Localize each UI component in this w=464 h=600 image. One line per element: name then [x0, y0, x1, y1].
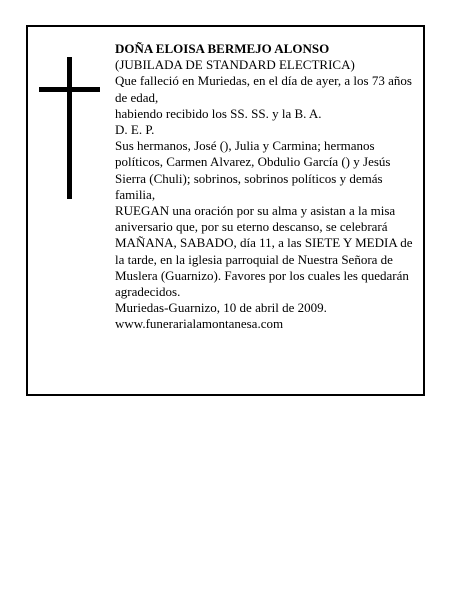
- website-link[interactable]: www.funerarialamontanesa.com: [115, 316, 284, 332]
- paragraph-death: Que falleció en Muriedas, en el día de ayer, a los 73 años de edad,: [115, 73, 412, 105]
- obituary-notice: [26, 25, 425, 396]
- deceased-name: DOÑA ELOISA BERMEJO ALONSO: [115, 41, 330, 56]
- cross-icon-bar: [39, 87, 100, 92]
- deceased-subtitle: (JUBILADA DE STANDARD ELECTRICA): [115, 57, 355, 73]
- paragraph-rip: D. E. P.: [115, 122, 155, 138]
- paragraph-sacraments: habiendo recibido los SS. SS. y la B. A.: [115, 105, 322, 121]
- cross-icon: [67, 57, 72, 199]
- paragraph-family: Sus hermanos, José (), Julia y Carmina; hermanos políticos, Carmen Alvarez, Obdulio García () y Jesús Sierra (Chuli); sobrinos, sobrinos políticos y demás familia,: [115, 138, 391, 202]
- paragraph-request: RUEGAN una oración por su alma y asistan a la misa aniversario que, por su eterno descanso, se celebrará MAÑANA, SABADO, día 11, a las SIETE Y MEDIA de la tarde, en la iglesia parroquial de Nuestra Señora de Muslera (Guarnizo). Favores por los cuales les quedarán agradecidos.: [115, 203, 413, 300]
- obituary-text: [115, 41, 419, 333]
- paragraph-place-date: Muriedas-Guarnizo, 10 de abril de 2009.: [115, 300, 327, 316]
